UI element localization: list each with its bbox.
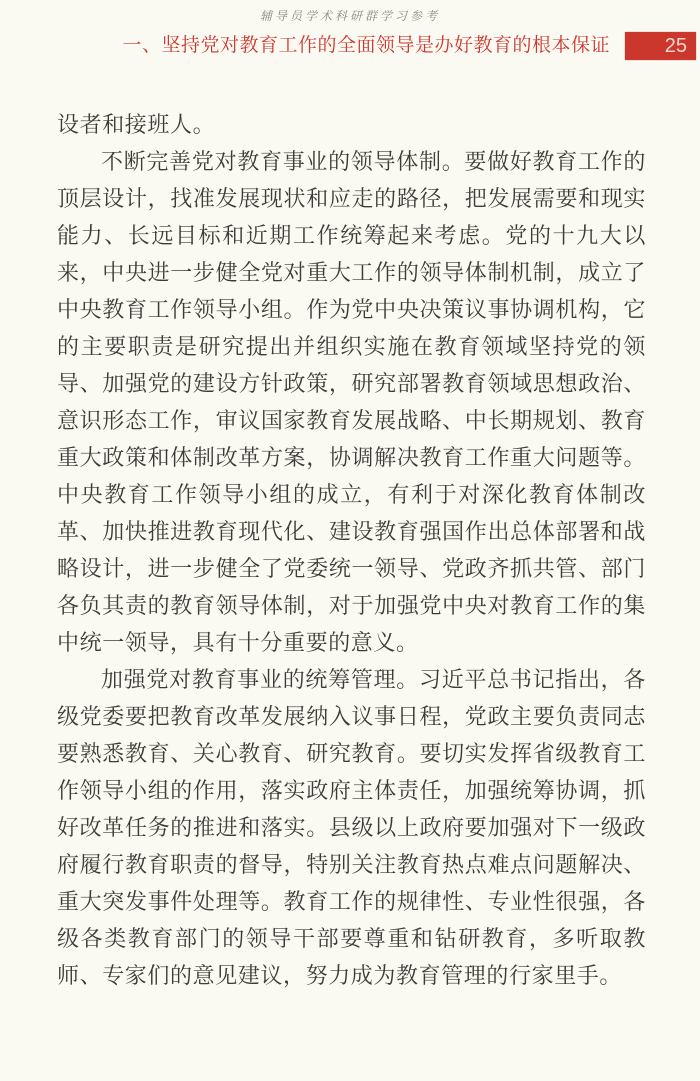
page-number-box (625, 32, 696, 60)
page-number: 25 (664, 35, 687, 57)
chapter-header-row (0, 32, 700, 60)
running-header: 辅导员学术科研群学习参考 (259, 9, 440, 23)
body-text (57, 106, 646, 994)
chapter-title: 一、坚持党对教育工作的全面领导是办好教育的根本保证 (122, 35, 610, 56)
paragraph: 不断完善党对教育事业的领导体制。要做好教育工作的顶层设计，找准发展现状和应走的路径，把发展需要和现实能力、长远目标和近期工作统筹起来考虑。党的十九大以来，中央进一步健全党对重大工作的领导体制机制，成立了中央教育工作领导小组。作为党中央决策议事协调机构，它的主要职责是研究提出并组织实施在教育领域坚持党的领导、加强党的建设方针政策，研究部署教育领域思想政治、意识形态工作，审议国家教育发展战略、中长期规划、教育重大政策和体制改革方案，协调解决教育工作重大问题等。中央教育工作领导小组的成立，有利于对深化教育体制改革、加快推进教育现代化、建设教育强国作出总体部署和战略设计，进一步健全了党委统一领导、党政齐抓共管、部门各负其责的教育领导体制，对于加强党中央对教育工作的集中统一领导，具有十分重要的意义。 (57, 149, 646, 655)
paragraph: 设者和接班人。 (57, 112, 216, 137)
paragraph: 加强党对教育事业的统筹管理。习近平总书记指出，各级党委要把教育改革发展纳入议事日程，党政主要负责同志要熟悉教育、关心教育、研究教育。要切实发挥省级教育工作领导小组的作用，落实政府主体责任，加强统筹协调，抓好改革任务的推进和落实。县级以上政府要加强对下一级政府履行教育职责的督导，特别关注教育热点难点问题解决、重大突发事件处理等。教育工作的规律性、专业性很强，各级各类教育部门的领导干部要尊重和钻研教育，多听取教师、专家们的意见建议，努力成为教育管理的行家里手。 (57, 667, 646, 988)
